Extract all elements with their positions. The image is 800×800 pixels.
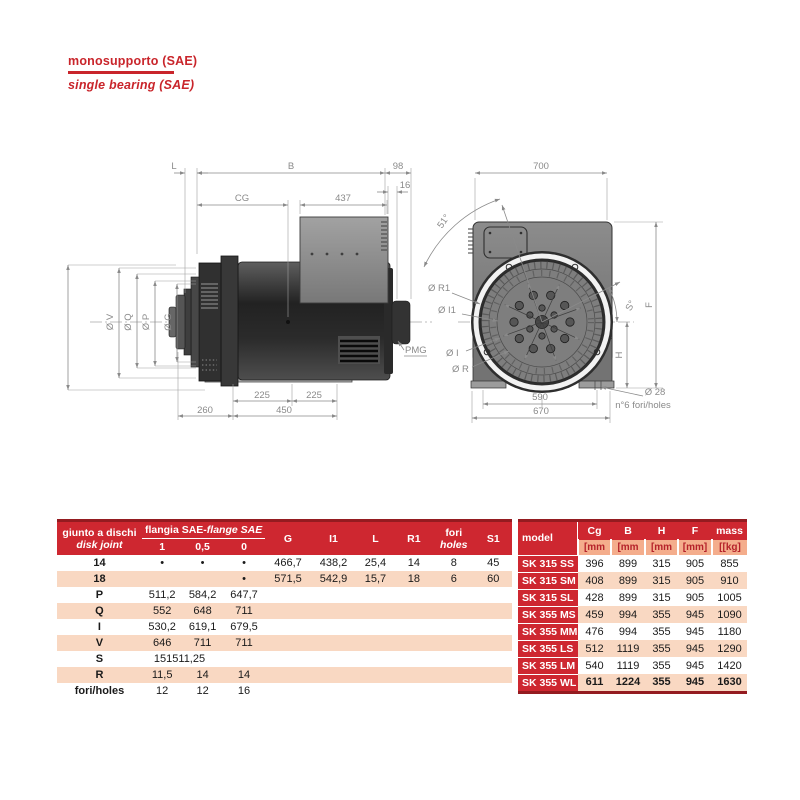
front-view-drawing [424, 161, 671, 423]
row-label: P [95, 589, 104, 601]
col-header-sae-1: 1 [142, 539, 182, 556]
table-cell: 428 [578, 589, 611, 606]
table-cell [265, 635, 512, 651]
table-cell: 1119 [611, 657, 645, 674]
table-cell: 679,5 [230, 621, 258, 633]
table-cell: 16 [237, 685, 251, 697]
table-cell: 18 [407, 573, 420, 585]
table-cell: 60 [487, 573, 500, 585]
table-row [518, 623, 747, 640]
page-subtitle: single bearing (SAE) [68, 78, 195, 92]
table-cell: 646 [152, 637, 172, 649]
table-row [57, 683, 512, 699]
table-cell: 899 [611, 555, 645, 572]
table-cell: 945 [678, 674, 712, 692]
table-cell: • [160, 557, 165, 569]
table-cell: 619,1 [188, 621, 217, 633]
row-label: I [97, 621, 101, 633]
table-cell: 396 [578, 555, 611, 572]
table-cell: 14 [407, 557, 420, 569]
table-cell: 648 [193, 605, 212, 617]
table-cell: 512 [578, 640, 611, 657]
table-cell [265, 603, 512, 619]
model-name: SK 315 SM [518, 572, 578, 589]
table-row [57, 667, 512, 683]
table-cell: 905 [678, 572, 712, 589]
model-name: SK 355 LS [518, 640, 578, 657]
dim-label-b: B [287, 161, 295, 172]
table-cell: 711 [193, 637, 212, 649]
cg-marker [286, 320, 290, 324]
table-cell: 315 [645, 589, 678, 606]
angle-label-51: 51° [435, 212, 453, 231]
header-label-en: disk joint [76, 538, 123, 551]
model-name: SK 355 MM [518, 623, 578, 640]
table-row [57, 651, 512, 667]
table-row [518, 657, 747, 674]
terminal-box [300, 217, 388, 303]
table-cell: 584,2 [188, 589, 217, 601]
table-cell: 14 [196, 669, 209, 681]
holes-note: n°6 fori/holes [615, 400, 671, 411]
page-title: monosupporto (SAE) [68, 54, 198, 68]
row-label: V [95, 637, 104, 649]
col-header-l: L [356, 521, 394, 556]
table-row [57, 603, 512, 619]
table-cell: 25,4 [364, 557, 387, 569]
table-cell: 8 [450, 557, 457, 569]
table-cell: 355 [645, 606, 678, 623]
table-row [57, 619, 512, 635]
dim-label-225-right: 225 [306, 390, 322, 401]
table-row [518, 674, 747, 692]
flange-adapter [199, 263, 221, 381]
row-label: fori/holes [74, 685, 125, 697]
dim-label-dia-i1: Ø I1 [438, 305, 456, 316]
table-cell: 511,2 [148, 589, 176, 601]
table-cell: 711 [235, 605, 253, 617]
dim-label-700: 700 [533, 161, 549, 172]
dim-label-98: 98 [392, 161, 404, 172]
col-header-h: H [645, 521, 678, 540]
unit-cell: [mm [645, 540, 678, 556]
dim-label-260: 260 [197, 405, 213, 416]
dim-label-h: H [614, 351, 625, 359]
table-cell: 355 [645, 674, 678, 692]
table-row [518, 555, 747, 572]
unit-cell: [mm [611, 540, 645, 556]
table-cell: 15,7 [364, 573, 387, 585]
dim-label-590: 590 [532, 392, 548, 403]
table-cell [265, 619, 512, 635]
table-cell: 1290 [712, 640, 747, 657]
table-cell: 14 [237, 669, 251, 681]
col-header-s1: S1 [475, 521, 513, 556]
table-cell: 438,2 [319, 557, 348, 569]
fori-label-en: holes [440, 538, 468, 551]
table-cell [142, 571, 182, 587]
table-cell: 1224 [611, 674, 645, 692]
table-cell: 945 [678, 623, 712, 640]
table-cell: 459 [578, 606, 611, 623]
table-cell: 905 [678, 555, 712, 572]
col-header-mass: mass [712, 521, 747, 540]
dim-label-dia-r1: Ø R1 [428, 283, 451, 294]
dim-label-cg: CG [234, 193, 250, 204]
col-header-flange-sae [142, 521, 265, 539]
model-name: SK 315 SL [518, 589, 578, 606]
table-cell: • [200, 557, 205, 569]
dim-label-dia-g: Ø G [163, 313, 174, 331]
table-cell: 12 [156, 685, 169, 697]
table-cell: 315 [645, 572, 678, 589]
model-table [518, 519, 747, 694]
table-cell: 899 [611, 589, 645, 606]
table-cell: 905 [678, 589, 712, 606]
unit-cell: [mm] [678, 540, 712, 556]
pmg-housing [392, 301, 410, 344]
dim-label-16: 16 [399, 180, 411, 191]
flange-group-it: flangia SAE- [144, 524, 207, 536]
table-cell [265, 651, 512, 667]
fori-label-it: fori [445, 526, 463, 539]
table-cell: 855 [712, 555, 747, 572]
table-cell: 6 [450, 573, 457, 585]
dim-label-670: 670 [533, 406, 549, 417]
table-cell: 151511,25 [153, 653, 206, 665]
col-header-i1: I1 [311, 521, 356, 556]
table-row [57, 571, 512, 587]
table-row [518, 572, 747, 589]
dim-label-dia-v: Ø V [105, 313, 116, 331]
table-cell: 530,2 [148, 621, 176, 633]
col-header-r1: R1 [395, 521, 433, 556]
table-cell: 355 [645, 657, 678, 674]
table-cell: • [242, 557, 246, 569]
table-cell: 12 [196, 685, 209, 697]
table-row [518, 606, 747, 623]
table-row [57, 635, 512, 651]
dim-label-437: 437 [335, 193, 351, 204]
col-header-g: G [265, 521, 310, 556]
table-cell: 899 [611, 572, 645, 589]
table-cell: 945 [678, 657, 712, 674]
row-label: Q [95, 605, 104, 617]
model-name: SK 315 SS [518, 555, 578, 572]
unit-cell: [[kg] [712, 540, 747, 556]
table-cell: 1420 [712, 657, 747, 674]
table-cell: 945 [678, 640, 712, 657]
table-row [57, 555, 512, 571]
table-cell: 994 [611, 606, 645, 623]
table-cell: 711 [235, 637, 253, 649]
table-cell: 1630 [712, 674, 747, 692]
table-cell: 408 [578, 572, 611, 589]
side-view-drawing [68, 161, 432, 420]
table-cell: 571,5 [274, 573, 302, 585]
table-cell: 476 [578, 623, 611, 640]
col-header-sae-0: 0 [223, 539, 265, 556]
dim-label-225-left: 225 [254, 390, 270, 401]
row-label: R [95, 669, 104, 681]
flange-group-en: flange SAE [206, 524, 263, 536]
table-cell: 1005 [712, 589, 747, 606]
table-cell: 315 [645, 555, 678, 572]
dim-label-dia-i: Ø I [446, 348, 459, 359]
col-header-model: model [518, 521, 578, 556]
pmg-label: PMG [405, 345, 427, 356]
table-cell: 552 [152, 605, 172, 617]
dim-label-450: 450 [276, 405, 292, 416]
header-label-it: giunto a dischi [62, 526, 137, 539]
table-cell: 466,7 [274, 557, 302, 569]
table-cell [265, 587, 512, 603]
table-cell: 1119 [611, 640, 645, 657]
table-row [518, 640, 747, 657]
table-cell [265, 667, 512, 683]
table-cell: 910 [712, 572, 747, 589]
row-label: 14 [93, 557, 106, 569]
table-cell [182, 571, 222, 587]
table-cell: 1180 [712, 623, 747, 640]
dim-label-dia-p: Ø P [141, 313, 152, 331]
flange-table [57, 519, 512, 699]
table-row [57, 587, 512, 603]
model-name: SK 355 WL [518, 674, 578, 692]
table-cell: 647,7 [230, 589, 258, 601]
model-name: SK 355 MS [518, 606, 578, 623]
unit-cell: [mm [578, 540, 611, 556]
table-cell: 542,9 [319, 573, 348, 585]
col-header-sae-05: 0,5 [182, 539, 222, 556]
table-cell: 611 [578, 674, 611, 692]
table-cell: 945 [678, 606, 712, 623]
model-name: SK 355 LM [518, 657, 578, 674]
col-header-f: F [678, 521, 712, 540]
row-label: S [95, 653, 104, 665]
table-cell: 355 [645, 623, 678, 640]
table-cell: 45 [487, 557, 500, 569]
dim-label-dia-r: Ø R [452, 364, 469, 375]
table-cell: • [242, 573, 246, 585]
table-cell: 355 [645, 640, 678, 657]
table-cell: 11,5 [151, 669, 173, 681]
angle-label-s: S° [623, 298, 639, 313]
table-row [518, 589, 747, 606]
dim-label-l: L [171, 161, 177, 172]
dim-label-f: F [644, 302, 655, 308]
row-label: 18 [93, 573, 106, 585]
col-header-b: B [611, 521, 645, 540]
dim-label-dia-q: Ø Q [123, 313, 134, 331]
table-cell: 994 [611, 623, 645, 640]
col-header-cg: Cg [578, 521, 611, 540]
col-header-fori [433, 521, 474, 556]
dim-label-dia-28: Ø 28 [644, 387, 666, 398]
table-cell [265, 683, 512, 699]
col-header-disk-joint [57, 521, 142, 556]
table-cell: 1090 [712, 606, 747, 623]
table-cell: 540 [578, 657, 611, 674]
